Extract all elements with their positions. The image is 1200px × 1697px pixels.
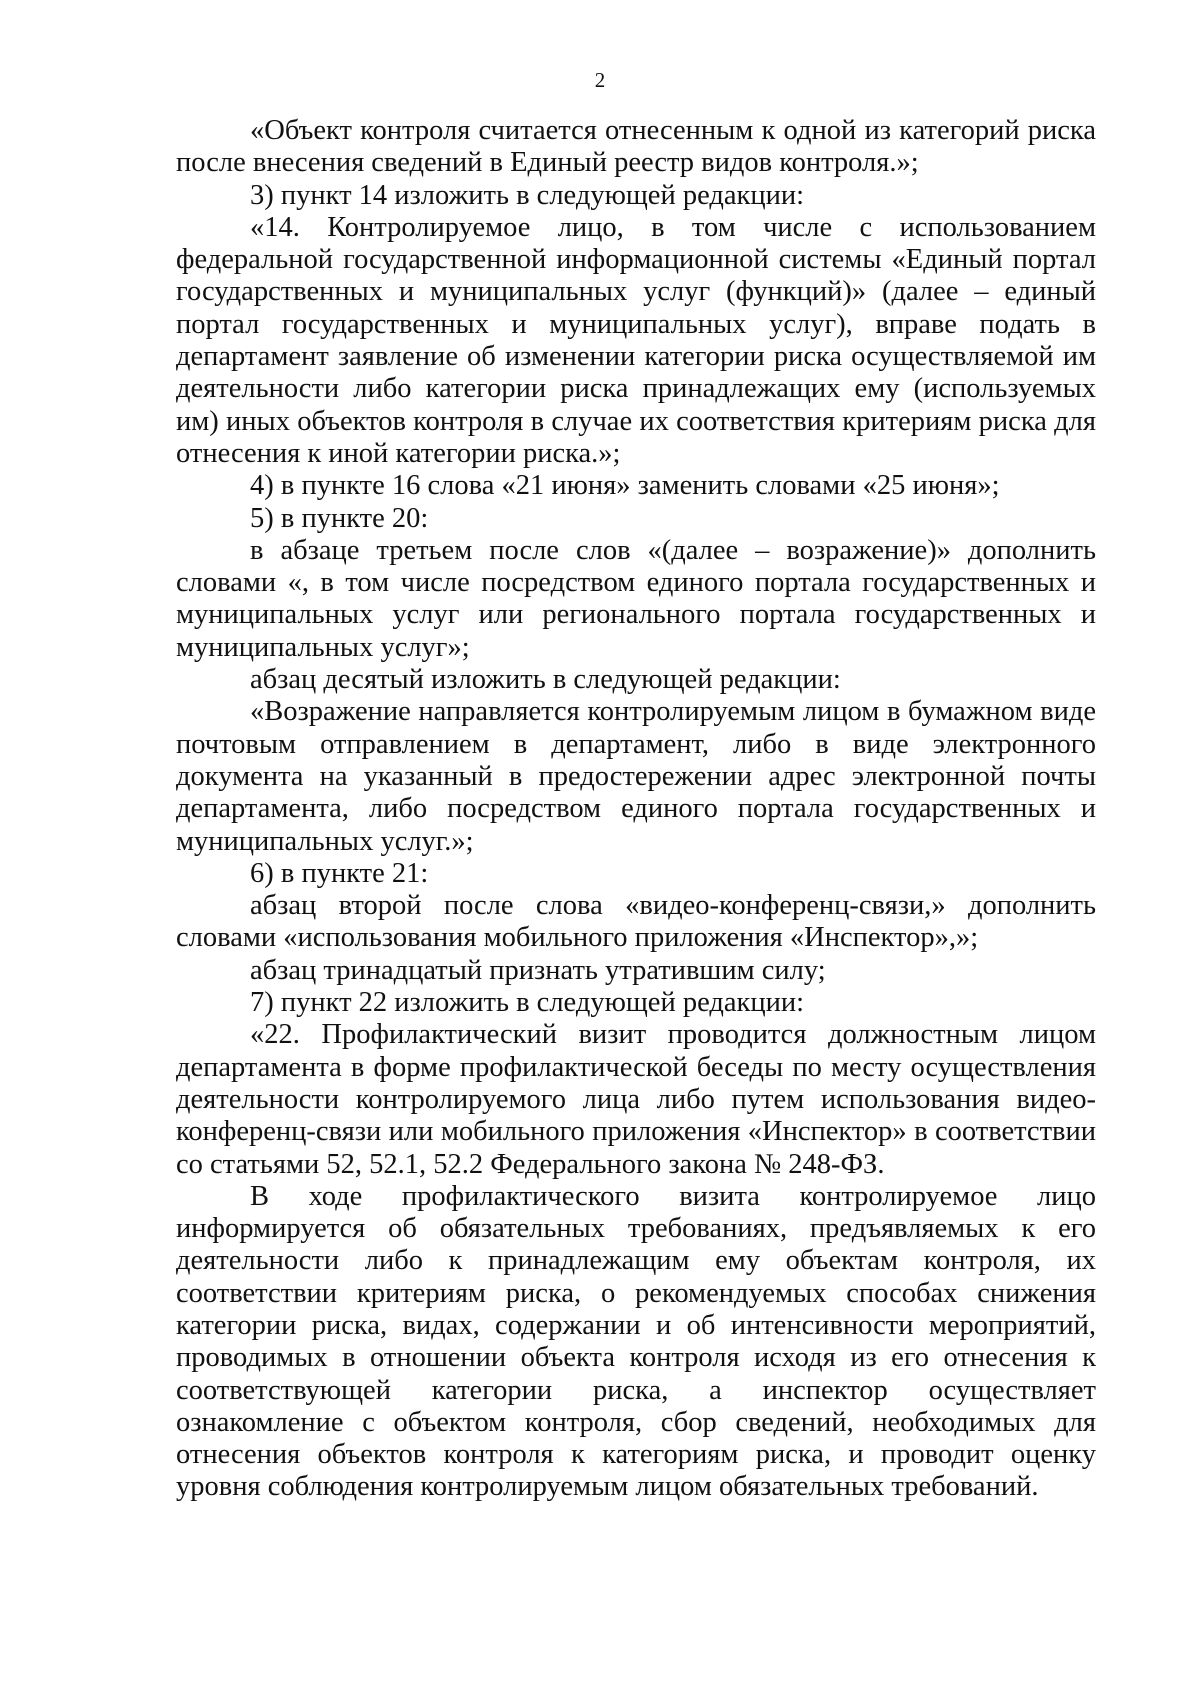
paragraph-11: абзац тринадцатый признать утратившим силу;	[250, 954, 826, 986]
paragraph-14: В ходе профилактического визита контролируемое лицо информируется об обязательных требованиях, предъявляемых к его деятельности либо к принадлежащим ему объектам контроля, их соответствии критериям риска, о рекомендуемых способах снижения категории риска, видах, содержании и об интенсивности мероприятий, проводимых в отношении объекта контроля исходя из его отнесения к соответствующей категории риска, а инспектор осуществляет ознакомление с объектом контроля, сбор сведений, необходимых для отнесения объектов контроля к категориям риска, и проводит оценку уровня соблюдения контролируемым лицом обязательных требований.	[176, 1180, 1096, 1503]
paragraph-6: в абзаце третьем после слов «(далее – возражение)» дополнить словами «, в том числе посредством единого портала государственных и муниципальных услуг или регионального портала государственных и муниципальных услуг»;	[176, 534, 1096, 663]
paragraph-12: 7) пункт 22 изложить в следующей редакции:	[250, 987, 805, 1019]
paragraph-7: абзац десятый изложить в следующей редакции:	[250, 664, 841, 696]
paragraph-10: абзац второй после слова «видео-конференц-связи,» дополнить словами «использования мобильного приложения «Инспектор»,»;	[176, 890, 1096, 954]
paragraph-5: 5) в пункте 20:	[250, 502, 429, 534]
paragraph-13: «22. Профилактический визит проводится должностным лицом департамента в форме профилактической беседы по месту осуществления деятельности контролируемого лица либо путем использования видео-конференц-связи или мобильного приложения «Инспектор» в соответствии со статьями 52, 52.1, 52.2 Федерального закона № 248-ФЗ.	[176, 1019, 1096, 1180]
paragraph-8: «Возражение направляется контролируемым лицом в бумажном виде почтовым отправлением в департамент, либо в виде электронного документа на указанный в предостережении адрес электронной почты департамента, либо посредством единого портала государственных и муниципальных услуг.»;	[176, 696, 1096, 857]
paragraph-4: 4) в пункте 16 слова «21 июня» заменить словами «25 июня»;	[250, 470, 1000, 502]
paragraph-3: «14. Контролируемое лицо, в том числе с использованием федеральной государственной информационной системы «Единый портал государственных и муниципальных услуг (функций)» (далее – единый портал государственных и муниципальных услуг), вправе подать в департамент заявление об изменении категории риска осуществляемой им деятельности либо категории риска принадлежащих ему (используемых им) иных объектов контроля в случае их соответствия критериям риска для отнесения к иной категории риска.»;	[176, 211, 1096, 469]
paragraph-2: 3) пункт 14 изложить в следующей редакции:	[250, 179, 805, 211]
page-number: 2	[594, 68, 606, 92]
paragraph-1: «Объект контроля считается отнесенным к одной из категорий риска после внесения сведений в Единый реестр видов контроля.»;	[176, 115, 1096, 179]
paragraph-9: 6) в пункте 21:	[250, 857, 429, 889]
document-body	[176, 115, 1096, 1504]
